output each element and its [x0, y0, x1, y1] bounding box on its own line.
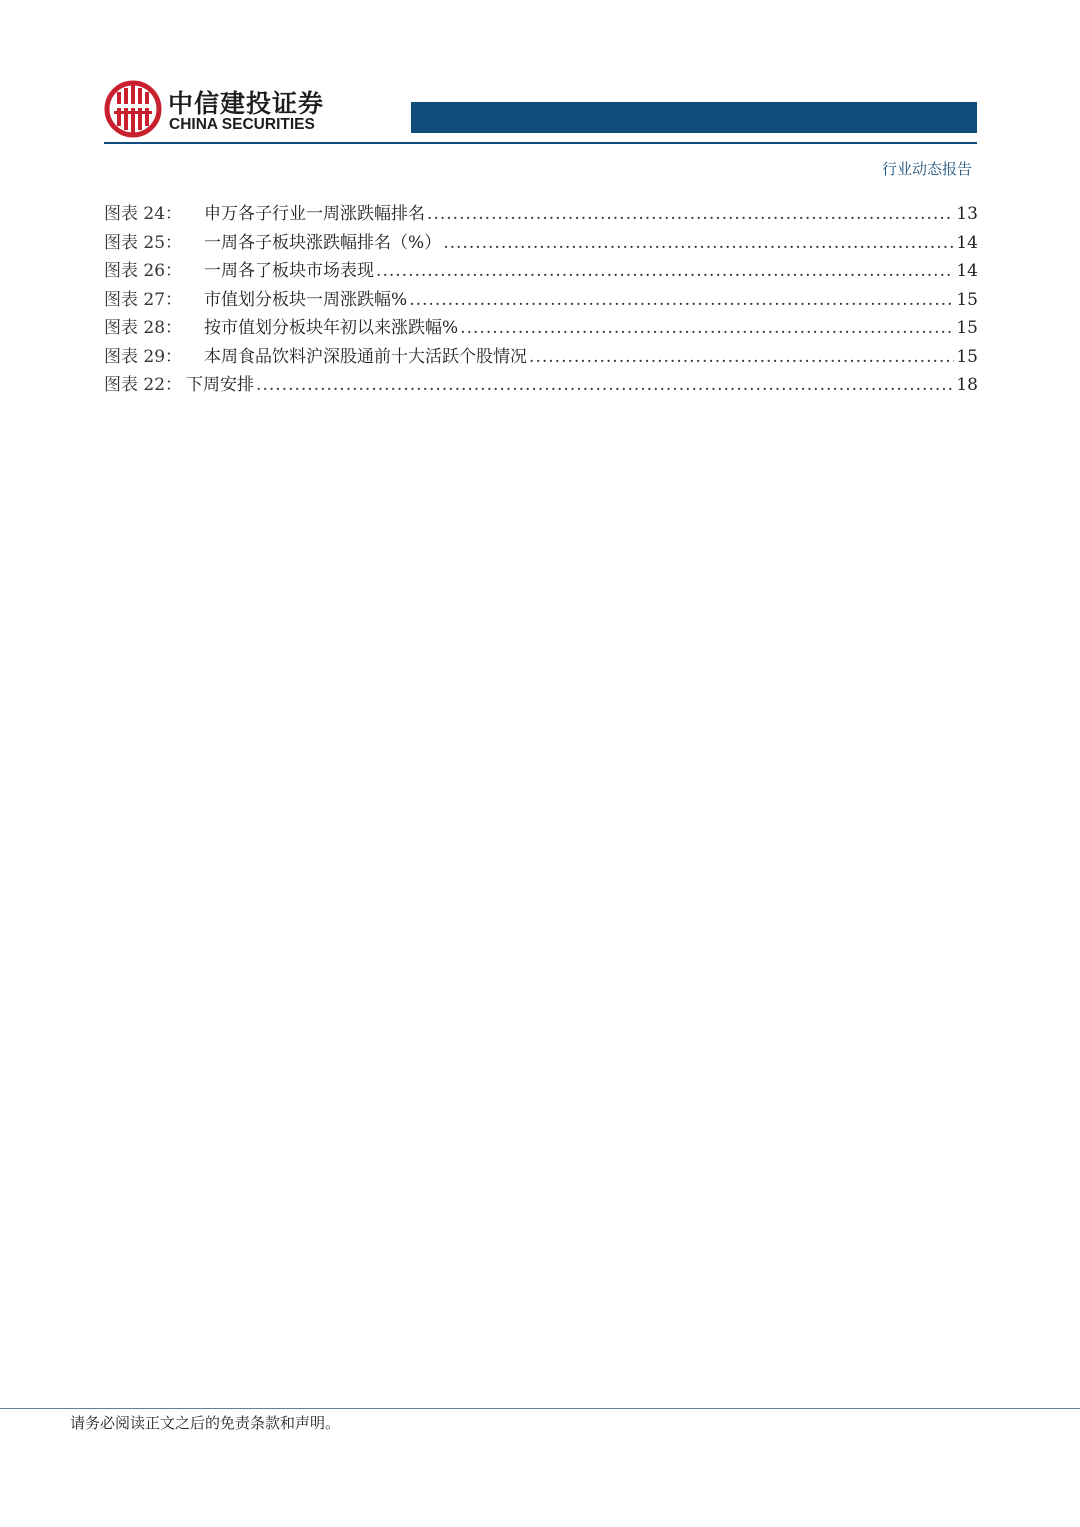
- citic-logo-icon: [104, 80, 162, 138]
- toc-dot-leader: [529, 343, 954, 372]
- toc-page-number: 15: [956, 346, 978, 367]
- logo-chinese-name: 中信建投证券: [168, 89, 325, 118]
- toc-entry[interactable]: [104, 200, 978, 229]
- toc-page-number: 14: [956, 261, 978, 281]
- toc-page-number: 18: [956, 375, 978, 395]
- toc-dot-leader: [460, 314, 954, 343]
- toc-figure-title: 按市值划分板块年初以来涨跌幅%: [204, 318, 459, 338]
- toc-figure-label: 图表 26：: [104, 261, 183, 281]
- toc-figure-label: 图表 22：: [104, 375, 183, 395]
- toc-figure-label: 图表 27：: [104, 289, 183, 310]
- toc-figure-title: 本周食品饮料沪深股通前十大活跃个股情况: [204, 346, 528, 367]
- toc-figure-label: 图表 29：: [104, 346, 183, 367]
- toc-entry[interactable]: [104, 371, 978, 400]
- report-type-label: 行业动态报告: [881, 160, 972, 178]
- toc-dot-leader: [376, 257, 954, 286]
- footer-divider: [0, 1408, 1080, 1409]
- toc-page-number: 14: [956, 232, 978, 253]
- toc-dot-leader: [427, 200, 954, 229]
- toc-figure-label: 图表 24：: [104, 204, 183, 224]
- toc-entry[interactable]: [104, 314, 978, 343]
- footer-disclaimer: 请务必阅读正文之后的免责条款和声明。: [70, 1414, 341, 1432]
- toc-entry[interactable]: [104, 343, 978, 372]
- company-logo: [104, 80, 344, 140]
- toc-dot-leader: [443, 229, 954, 258]
- header-color-bar: [411, 102, 977, 133]
- toc-entry[interactable]: [104, 229, 978, 258]
- toc-page-number: 15: [956, 318, 978, 338]
- toc-entry[interactable]: [104, 257, 978, 286]
- toc-figure-label: 图表 25：: [104, 232, 183, 253]
- toc-figure-title: 申万各子行业一周涨跌幅排名: [204, 204, 426, 224]
- toc-figure-title: 一周各了板块市场表现: [204, 261, 375, 281]
- toc-page-number: 13: [956, 204, 978, 224]
- figure-index-list: [104, 200, 978, 400]
- header-divider: [104, 142, 977, 144]
- toc-figure-title: 一周各子板块涨跌幅排名（%）: [204, 232, 442, 253]
- logo-english-name: CHINA SECURITIES: [169, 116, 315, 133]
- toc-figure-label: 图表 28：: [104, 318, 183, 338]
- toc-page-number: 15: [956, 289, 978, 310]
- toc-dot-leader: [409, 286, 954, 315]
- toc-entry[interactable]: [104, 286, 978, 315]
- toc-figure-title: 市值划分板块一周涨跌幅%: [204, 289, 408, 310]
- toc-dot-leader: [256, 371, 954, 400]
- toc-figure-title: 下周安排: [186, 375, 255, 395]
